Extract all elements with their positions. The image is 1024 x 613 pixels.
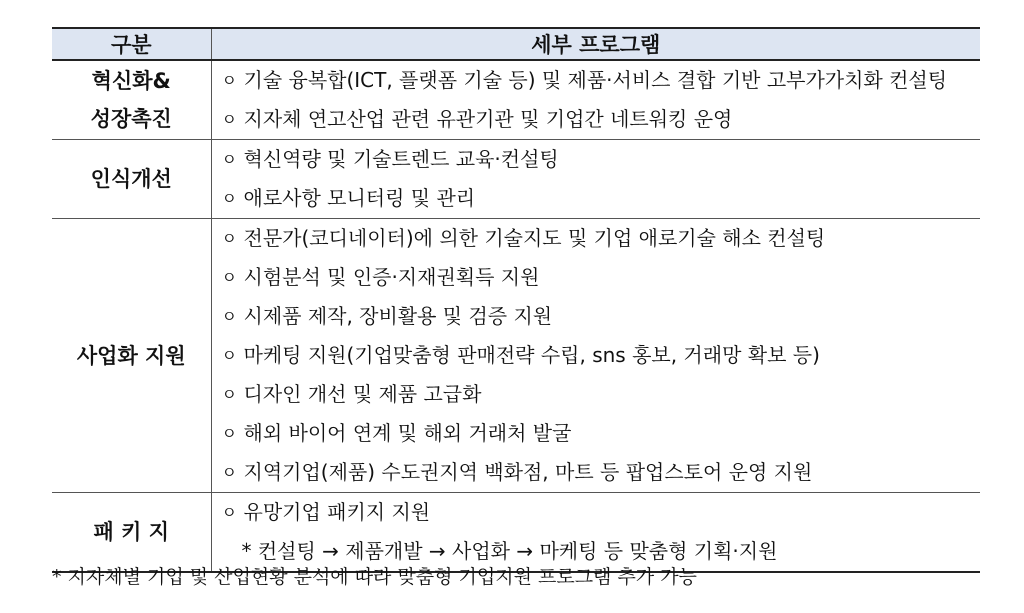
program-cell bbox=[211, 140, 980, 219]
category-label: 인식개선 bbox=[90, 167, 172, 191]
bullet-icon: ㅇ bbox=[221, 189, 237, 208]
table-row bbox=[52, 219, 980, 493]
category-label: 사업화 지원 bbox=[76, 343, 186, 368]
bullet-icon: ㅇ bbox=[221, 346, 237, 365]
bullet-icon: ㅇ bbox=[221, 503, 237, 522]
footnote: * 지자체별 기업 및 산업현황 분석에 따라 맞춤형 기업지원 프로그램 추가 가능 bbox=[52, 566, 697, 588]
table-body bbox=[52, 60, 980, 572]
program-item-text: 지자체 연고산업 관련 유관기관 및 기업간 네트워킹 운영 bbox=[243, 107, 733, 131]
bullet-icon: ㅇ bbox=[221, 110, 237, 129]
program-item bbox=[222, 219, 981, 258]
program-item bbox=[222, 100, 981, 139]
program-item-text: 기술 융복합(ICT, 플랫폼 기술 등) 및 제품·서비스 결합 기반 고부가가치화 컨설팅 bbox=[243, 68, 948, 92]
category-label: 패 키 지 bbox=[93, 520, 169, 544]
table-row bbox=[52, 140, 980, 219]
program-item bbox=[222, 297, 981, 336]
category-cell bbox=[52, 60, 211, 140]
program-item bbox=[222, 140, 981, 179]
program-item-text: 애로사항 모니터링 및 관리 bbox=[243, 186, 476, 210]
program-cell bbox=[211, 60, 980, 140]
program-item-text: 시험분석 및 인증·지재권획득 지원 bbox=[243, 265, 540, 289]
program-item bbox=[222, 453, 981, 492]
bullet-icon: ㅇ bbox=[221, 307, 237, 326]
program-item-text: 디자인 개선 및 제품 고급화 bbox=[243, 382, 482, 406]
category-cell bbox=[52, 493, 211, 573]
program-cell bbox=[211, 219, 980, 493]
program-item bbox=[222, 375, 981, 414]
program-list bbox=[212, 140, 981, 218]
category-label: 혁신화& bbox=[91, 69, 171, 93]
header-program: 세부 프로그램 bbox=[211, 28, 980, 60]
program-list bbox=[212, 219, 981, 492]
program-item-text: 전문가(코디네이터)에 의한 기술지도 및 기업 애로기술 해소 컨설팅 bbox=[243, 226, 826, 250]
bullet-icon: ㅇ bbox=[221, 268, 237, 287]
program-item bbox=[222, 336, 981, 375]
program-item-text: 유망기업 패키지 지원 bbox=[243, 500, 431, 524]
program-note: * 컨설팅 → 제품개발 → 사업화 → 마케팅 등 맞춤형 기획·지원 bbox=[241, 539, 778, 563]
program-cell bbox=[211, 493, 980, 573]
program-item bbox=[222, 414, 981, 453]
category-label: 성장촉진 bbox=[90, 107, 172, 131]
bullet-icon: ㅇ bbox=[221, 424, 237, 443]
table-row bbox=[52, 493, 980, 573]
program-item-text: 혁신역량 및 기술트렌드 교육·컨설팅 bbox=[243, 147, 559, 171]
bullet-icon: ㅇ bbox=[221, 150, 237, 169]
bullet-icon: ㅇ bbox=[221, 385, 237, 404]
table-row bbox=[52, 60, 980, 140]
program-item bbox=[222, 61, 981, 100]
program-item-text: 해외 바이어 연계 및 해외 거래처 발굴 bbox=[243, 421, 572, 445]
bullet-icon: ㅇ bbox=[221, 71, 237, 90]
program-item bbox=[222, 493, 981, 532]
bullet-icon: ㅇ bbox=[221, 463, 237, 482]
program-table bbox=[52, 27, 980, 573]
program-item bbox=[222, 258, 981, 297]
program-item-text: 마케팅 지원(기업맞춤형 판매전략 수립, sns 홍보, 거래망 확보 등) bbox=[243, 343, 820, 367]
category-cell bbox=[52, 219, 211, 493]
program-list bbox=[212, 61, 981, 139]
category-cell bbox=[52, 140, 211, 219]
program-list bbox=[212, 493, 981, 571]
table-header-row bbox=[52, 28, 980, 60]
program-item bbox=[222, 179, 981, 218]
program-item-text: 지역기업(제품) 수도권지역 백화점, 마트 등 팝업스토어 운영 지원 bbox=[243, 460, 813, 484]
program-item-text: 시제품 제작, 장비활용 및 검증 지원 bbox=[243, 304, 553, 328]
bullet-icon: ㅇ bbox=[221, 229, 237, 248]
header-category: 구분 bbox=[52, 28, 211, 60]
